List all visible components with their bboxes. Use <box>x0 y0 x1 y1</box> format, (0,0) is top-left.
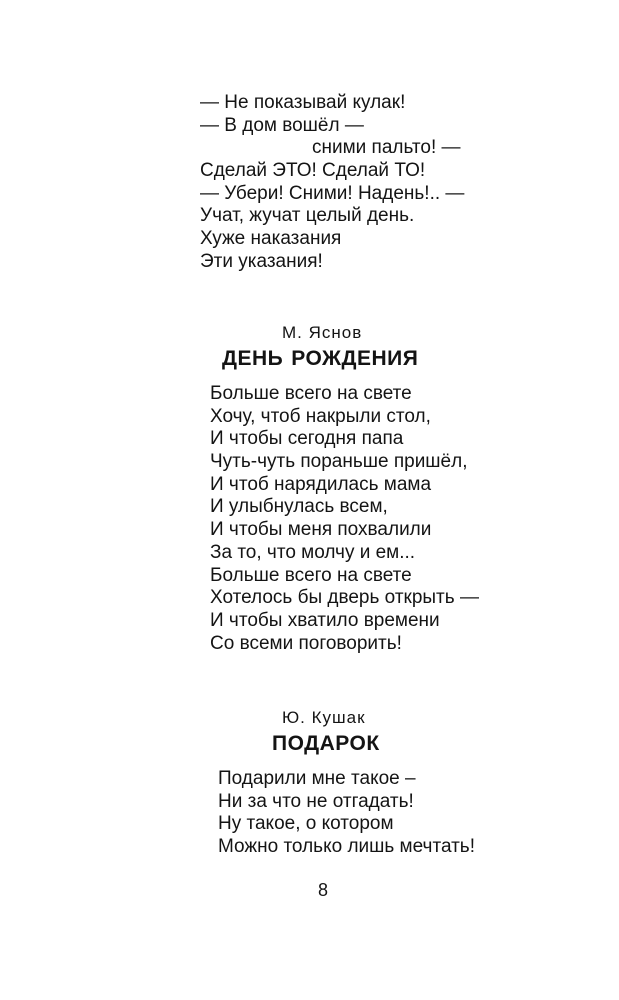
poem-ending-stanza <box>200 92 464 274</box>
poem-title-gift: ПОДАРОК <box>272 732 380 755</box>
poem-title-birthday <box>222 347 418 371</box>
poem-line: Хотелось бы дверь открыть — <box>210 587 479 609</box>
poem-birthday-stanza <box>210 383 479 655</box>
poem-line: Сделай ЭТО! Сделай ТО! <box>200 160 426 182</box>
poem-line: Учат, жучат целый день. <box>200 205 415 227</box>
poem-line: Эти указания! <box>200 250 323 272</box>
poem-line: Хочу, чтоб накрыли стол, <box>210 405 431 427</box>
poem-author-yasnov: М. Яснов <box>282 323 363 342</box>
poem-author-kushak: Ю. Кушак <box>282 708 366 727</box>
poem-line: — В дом вошёл — <box>200 114 364 136</box>
poem-line: Со всеми поговорить! <box>210 632 402 654</box>
title-word: РОЖДЕНИЯ <box>291 347 419 370</box>
poem-line: И чтоб нарядилась мама <box>210 473 432 495</box>
poem-line: — Убери! Сними! Надень!.. — <box>200 182 465 204</box>
poem-line: Ну такое, о котором <box>218 813 394 835</box>
poem-line: — Не показывай кулак! <box>200 92 406 113</box>
poem-gift-stanza <box>218 768 475 859</box>
poem-line: Больше всего на свете <box>210 383 412 404</box>
poem-line: Больше всего на свете <box>210 564 412 586</box>
poem-line: Подарили мне такое – <box>218 768 416 789</box>
poem-line: И чтобы сегодня папа <box>210 428 404 450</box>
poem-line: И чтобы хватило времени <box>210 609 440 631</box>
poem-line: сними пальто! — <box>312 137 461 159</box>
poem-line: И улыбнулась всем, <box>210 496 388 518</box>
page-number: 8 <box>318 880 329 900</box>
poem-line: За то, что молчу и ем... <box>210 541 416 563</box>
poem-line: Чуть-чуть пораньше пришёл, <box>210 451 468 473</box>
poem-line: Хуже наказания <box>200 228 342 250</box>
poem-line: И чтобы меня похвалили <box>210 519 432 541</box>
poem-line: Можно только лишь мечтать! <box>218 836 475 858</box>
title-word: ДЕНЬ <box>222 347 284 370</box>
poem-line: Ни за что не отгадать! <box>218 790 414 812</box>
